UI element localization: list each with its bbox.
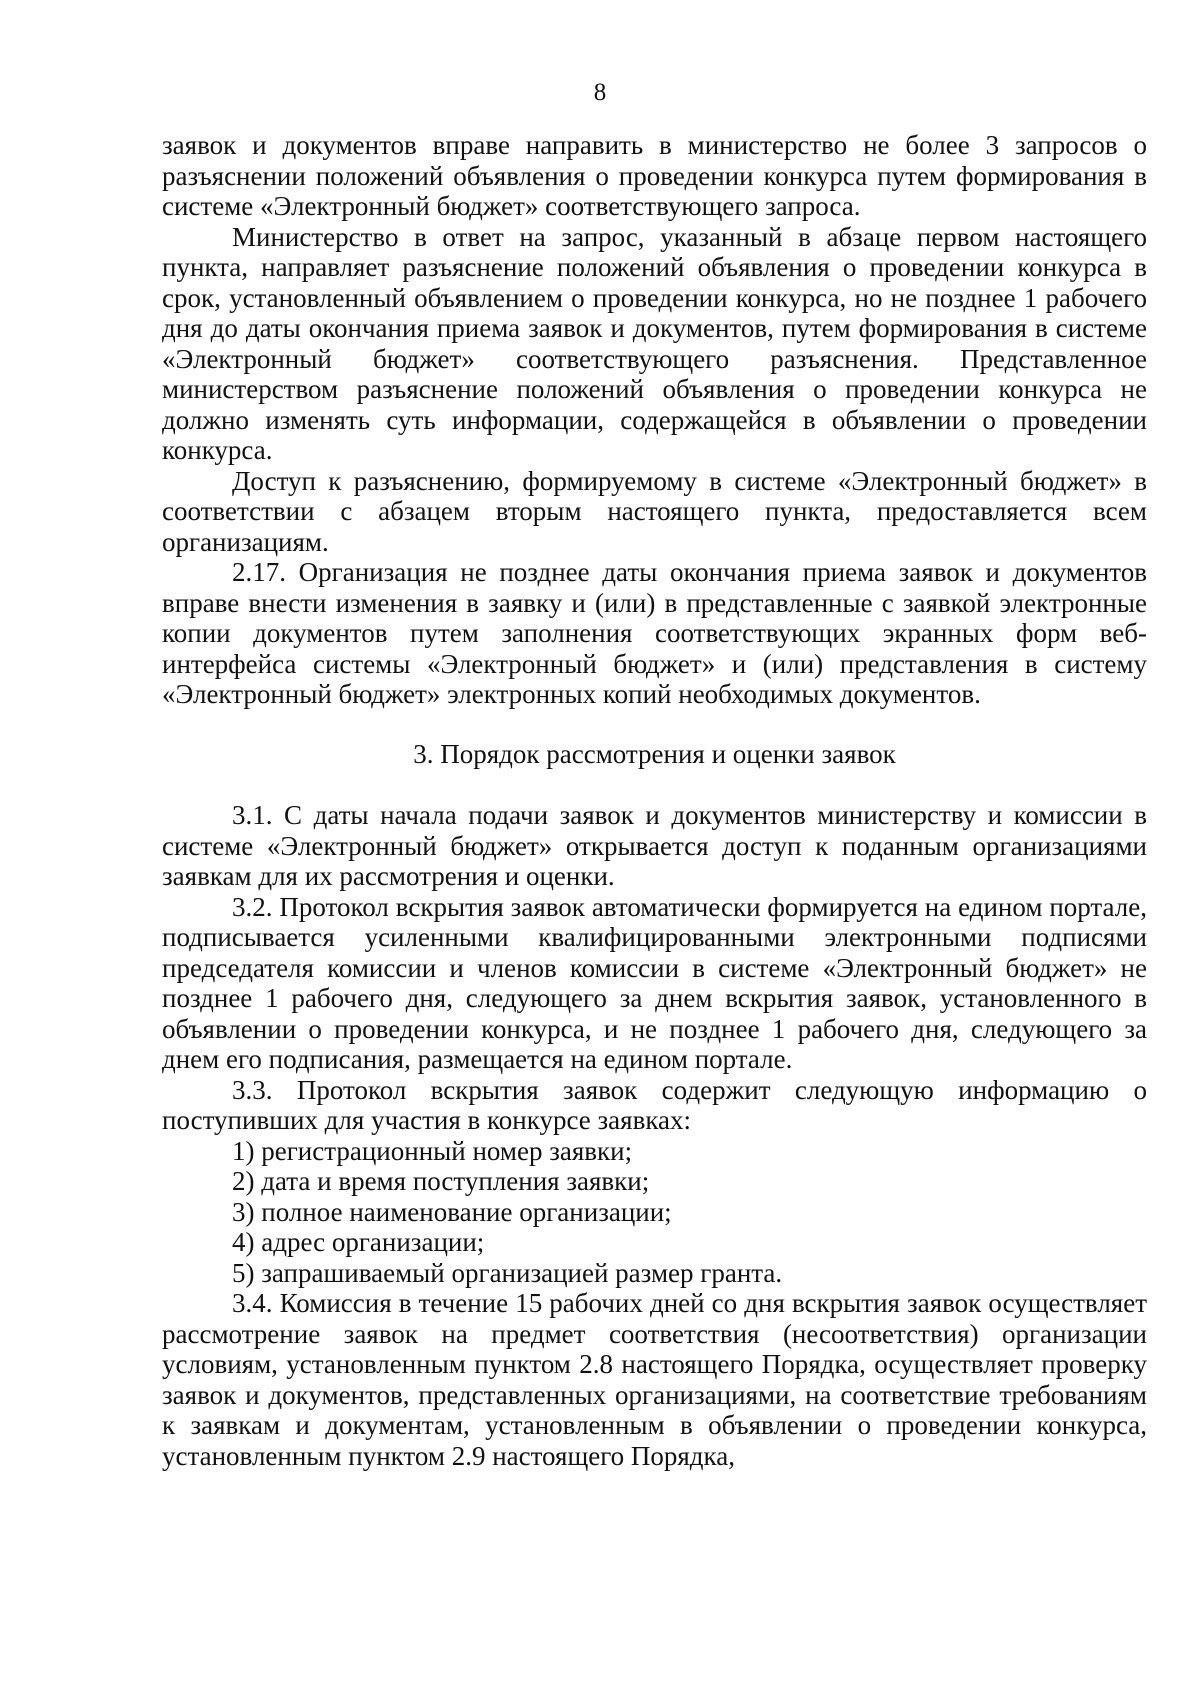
paragraph-2-17: 2.17. Организация не позднее даты окончания приема заявок и документов вправе внести изменения в заявку и (или) в представленные с заявкой электронные копии документов путем заполнения соответствующих экранных форм веб-интерфейса системы «Электронный бюджет» и (или) представления в систему «Электронный бюджет» электронных копий необходимых документов. <box>162 557 1147 709</box>
paragraph-3-3: 3.3. Протокол вскрытия заявок содержит следующую информацию о поступивших для участия в конкурсе заявках: <box>162 1074 1147 1135</box>
list-item: 4) адрес организации; <box>232 1227 485 1257</box>
list-item: 2) дата и время поступления заявки; <box>232 1166 650 1196</box>
list-item: 1) регистрационный номер заявки; <box>232 1135 633 1166</box>
section-heading: 3. Порядок рассмотрения и оценки заявок <box>413 738 896 769</box>
list-item: 5) запрашиваемый организацией размер гранта. <box>232 1257 783 1288</box>
list-item: 3) полное наименование организации; <box>232 1196 672 1227</box>
paragraph-access-clarification: Доступ к разъяснению, формируемому в системе «Электронный бюджет» в соответствии с абзацем вторым настоящего пункта, предоставляется всем организациям. <box>162 465 1147 557</box>
paragraph-3-2: 3.2. Протокол вскрытия заявок автоматически формируется на едином портале, подписывается усиленными квалифицированными электронными подписями председателя комиссии и членов комиссии в системе «Электронный бюджет» не позднее 1 рабочего дня, следующего за днем вскрытия заявок, установленного в объявлении о проведении конкурса, и не позднее 1 рабочего дня, следующего за днем его подписания, размещается на едином портале. <box>162 891 1147 1074</box>
paragraph-3-1: 3.1. С даты начала подачи заявок и документов министерству и комиссии в системе «Электронный бюджет» открывается доступ к поданным организациями заявкам для их рассмотрения и оценки. <box>162 800 1147 891</box>
paragraph-continuation: заявок и документов вправе направить в министерство не более 3 запросов о разъяснении положений объявления о проведении конкурса путем формирования в системе «Электронный бюджет» соответствующего запроса. <box>162 130 1147 221</box>
page-number: 8 <box>593 79 607 106</box>
paragraph-3-4: 3.4. Комиссия в течение 15 рабочих дней со дня вскрытия заявок осуществляет рассмотрение заявок на предмет соответствия (несоответствия) организации условиям, установленным пунктом 2.8 настоящего Порядка, осуществляет проверку заявок и документов, представленных организациями, на соответствие требованиям к заявкам и документам, установленным в объявлении о проведении конкурса, установленным пунктом 2.9 настоящего Порядка, <box>162 1288 1147 1471</box>
document-body <box>162 130 1147 1471</box>
paragraph-ministry-response: Министерство в ответ на запрос, указанный в абзаце первом настоящего пункта, направляет разъяснение положений объявления о проведении конкурса в срок, установленный объявлением о проведении конкурса, но не позднее 1 рабочего дня до даты окончания приема заявок и документов, путем формирования в системе «Электронный бюджет» соответствующего разъяснения. Представленное министерством разъяснение положений объявления о проведении конкурса не должно изменять суть информации, содержащейся в объявлении о проведении конкурса. <box>162 221 1147 465</box>
